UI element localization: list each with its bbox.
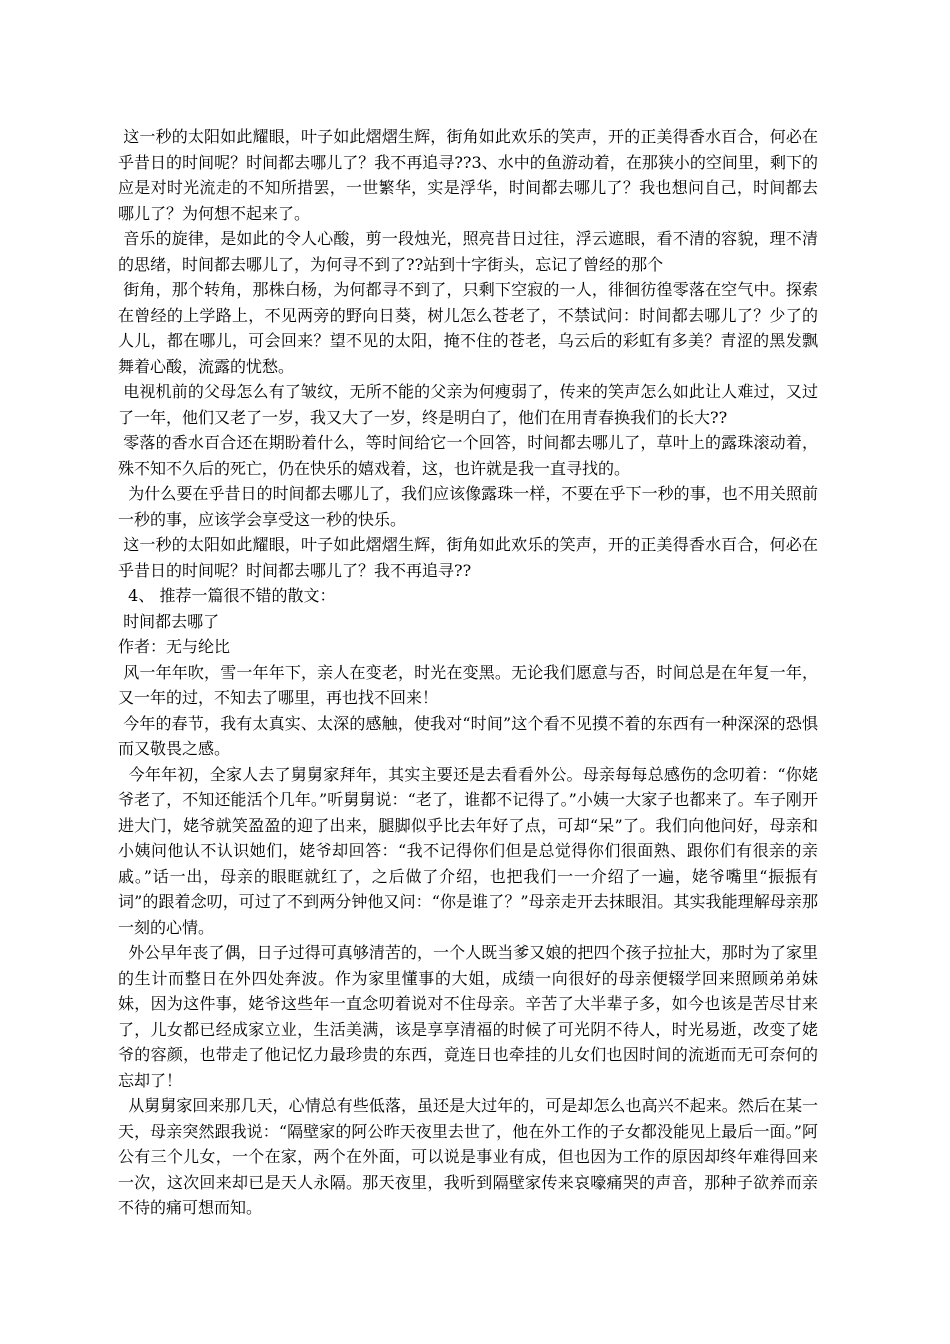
- paragraph-5: 零落的香水百合还在期盼着什么，等时间给它一个回答，时间都去哪儿了，草叶上的露珠滚动着，殊不知不久后的死亡，仍在快乐的嬉戏着，这，也许就是我一直寻找的。: [118, 433, 818, 478]
- paragraph-7: 这一秒的太阳如此耀眼，叶子如此熠熠生辉，街角如此欢乐的笑声，开的正美得香水百合，何必在乎昔日的时间呢？时间都去哪儿了？我不再追寻??: [118, 535, 818, 580]
- paragraph-2: 音乐的旋律，是如此的令人心酸，剪一段烛光，照亮昔日过往，浮云遮眼，看不清的容貌，理不清的思绪，时间都去哪儿了，为何寻不到了??站到十字街头，忘记了曾经的那个: [118, 229, 818, 274]
- document-body: [118, 124, 818, 1221]
- paragraph-13: 今年年初，全家人去了舅舅家拜年，其实主要还是去看看外公。母亲每每总感伤的念叨着：“你姥爷老了，不知还能活个几年。”听舅舅说：“老了，谁都不记得了。”小姨一大家子也都来了。车子刚开进大门，姥爷就笑盈盈的迎了出来，腿脚似乎比去年好了点，可却“呆”了。我们向他问好，母亲和小姨问他认不认识她们，姥爷却回答：“我不记得你们但是总觉得你们很面熟、跟你们有很亲的亲戚。”话一出，母亲的眼眶就红了，之后做了介绍，也把我们一一介绍了一遍，姥爷嘴里“振振有词”的跟着念叨，可过了不到两分钟他又问：“你是谁了？”母亲走开去抹眼泪。其实我能理解母亲那一刻的心情。: [118, 764, 819, 937]
- paragraph-15: 从舅舅家回来那几天，心情总有些低落，虽还是大过年的，可是却怎么也高兴不起来。然后在某一天，母亲突然跟我说：“隔壁家的阿公昨天夜里去世了，他在外工作的子女都没能见上最后一面。”阿公有三个儿女，一个在家，两个在外面，可以说是事业有成，但也因为工作的原因却终年难得回来一次，这次回来却已是天人永隔。那天夜里，我听到隔壁家传来哀嚎痛哭的声音，那种子欲养而亲不待的痛可想而知。: [118, 1096, 818, 1217]
- paragraph-11: 风一年年吹，雪一年年下，亲人在变老，时光在变黑。无论我们愿意与否，时间总是在年复一年，又一年的过，不知去了哪里，再也找不回来！: [118, 662, 818, 707]
- recommendation-heading: 4、 推荐一篇很不错的散文：: [118, 586, 336, 605]
- paragraph-1: 这一秒的太阳如此耀眼，叶子如此熠熠生辉，街角如此欢乐的笑声，开的正美得香水百合，何必在乎昔日的时间呢？时间都去哪儿了？我不再追寻??3、水中的鱼游动着，在那狭小的空间里，剩下的应是对时光流走的不知所措罢，一世繁华，实是浮华，时间都去哪儿了？我也想问自己，时间都去哪儿了？为何想不起来了。: [118, 127, 818, 223]
- paragraph-14: 外公早年丧了偶，日子过得可真够清苦的，一个人既当爹又娘的把四个孩子拉扯大，那时为了家里的生计而整日在外四处奔波。作为家里懂事的大姐，成绩一向很好的母亲便辍学回来照顾弟弟妹妹，因为这件事，姥爷这些年一直念叨着说对不住母亲。辛苦了大半辈子多，如今也该是苦尽甘来了，儿女都已经成家立业，生活美满，该是享享清福的时候了可光阴不待人，时光易逝，改变了姥爷的容颜，也带走了他记忆力最珍贵的东西，竟连日也牵挂的儿女们也因时间的流逝而无可奈何的忘却了！: [118, 943, 818, 1090]
- paragraph-6: 为什么要在乎昔日的时间都去哪儿了，我们应该像露珠一样，不要在乎下一秒的事，也不用关照前一秒的事，应该学会享受这一秒的快乐。: [118, 484, 818, 529]
- essay-title: 时间都去哪了: [118, 611, 220, 631]
- paragraph-4: 电视机前的父母怎么有了皱纹，无所不能的父亲为何瘦弱了，传来的笑声怎么如此让人难过，又过了一年，他们又老了一岁，我又大了一岁，终是明白了，他们在用青春换我们的长大??: [118, 382, 818, 427]
- paragraph-3: 街角，那个转角，那株白杨，为何都寻不到了，只剩下空寂的一人，徘徊彷徨零落在空气中。探索在曾经的上学路上，不见两旁的野向日葵，树儿怎么苍老了，不禁试问：时间都去哪儿了？少了的人儿，都在哪儿，可会回来？望不见的太阳，掩不住的苍老，乌云后的彩虹有多美？青涩的黑发飘舞着心酸，流露的忧愁。: [118, 280, 818, 376]
- essay-author: 作者：无与纶比: [118, 637, 231, 656]
- paragraph-12: 今年的春节，我有太真实、太深的感触，使我对“时间”这个看不见摸不着的东西有一种深深的恐惧而又敬畏之感。: [118, 713, 818, 758]
